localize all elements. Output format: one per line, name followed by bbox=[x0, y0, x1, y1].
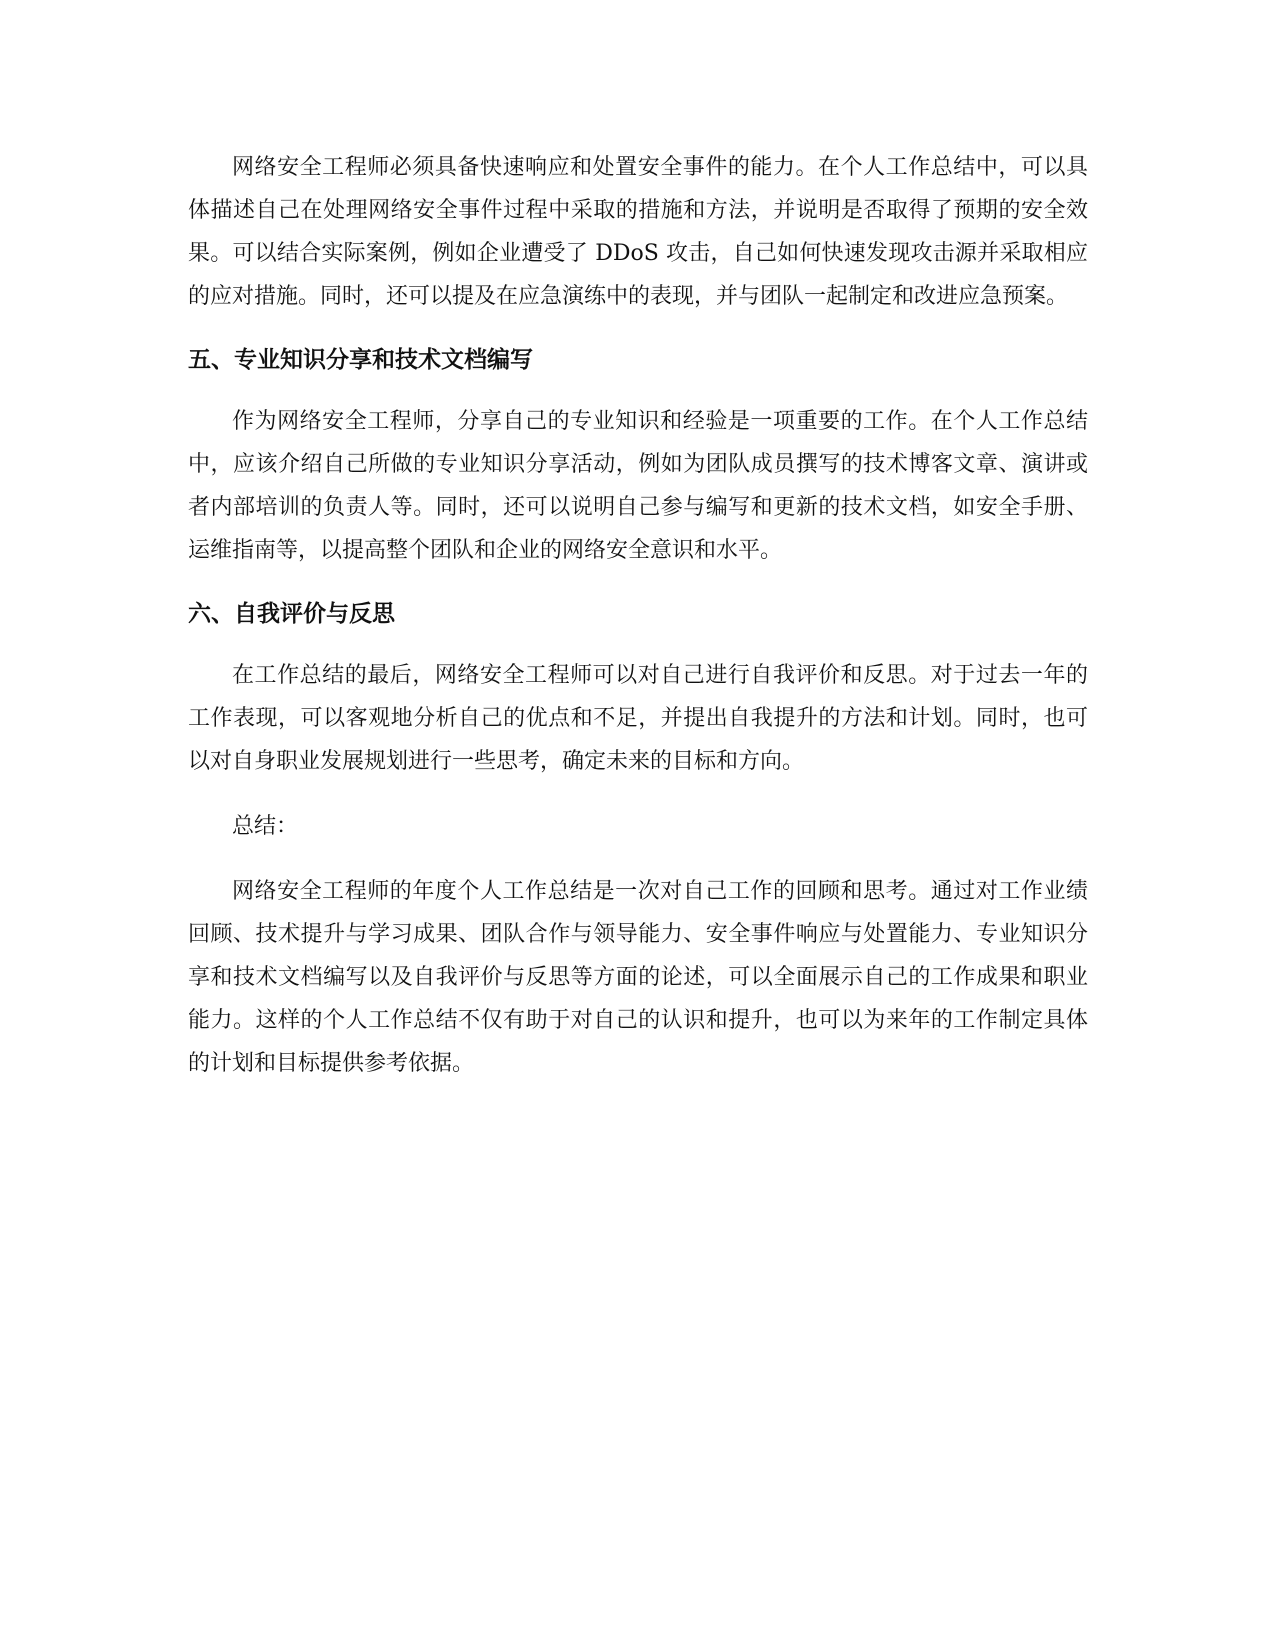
paragraph-summary: 网络安全工程师的年度个人工作总结是一次对自己工作的回顾和思考。通过对工作业绩回顾、技术提升与学习成果、团队合作与领导能力、安全事件响应与处置能力、专业知识分享和技术文档编写以及自我评价与反思等方面的论述，可以全面展示自己的工作成果和职业能力。这样的个人工作总结不仅有助于对自己的认识和提升，也可以为来年的工作制定具体的计划和目标提供参考依据。 bbox=[188, 879, 1088, 1076]
summary-label: 总结： bbox=[232, 814, 299, 839]
section-heading-6: 六、自我评价与反思 bbox=[188, 601, 395, 627]
paragraph-incident-response: 网络安全工程师必须具备快速响应和处置安全事件的能力。在个人工作总结中，可以具体描述自己在处理网络安全事件过程中采取的措施和方法，并说明是否取得了预期的安全效果。可以结合实际案例，例如企业遭受了 DDoS 攻击，自己如何快速发现攻击源并采取相应的应对措施。同时，还可以提及在应急演练中的表现，并与团队一起制定和改进应急预案。 bbox=[188, 155, 1088, 309]
document-page bbox=[188, 146, 1088, 1107]
section-heading-5: 五、专业知识分享和技术文档编写 bbox=[188, 347, 533, 373]
paragraph-self-evaluation: 在工作总结的最后，网络安全工程师可以对自己进行自我评价和反思。对于过去一年的工作表现，可以客观地分析自己的优点和不足，并提出自我提升的方法和计划。同时，也可以对自身职业发展规划进行一些思考，确定未来的目标和方向。 bbox=[188, 663, 1088, 774]
paragraph-knowledge-sharing: 作为网络安全工程师，分享自己的专业知识和经验是一项重要的工作。在个人工作总结中，应该介绍自己所做的专业知识分享活动，例如为团队成员撰写的技术博客文章、演讲或者内部培训的负责人等。同时，还可以说明自己参与编写和更新的技术文档，如安全手册、运维指南等，以提高整个团队和企业的网络安全意识和水平。 bbox=[188, 409, 1088, 563]
